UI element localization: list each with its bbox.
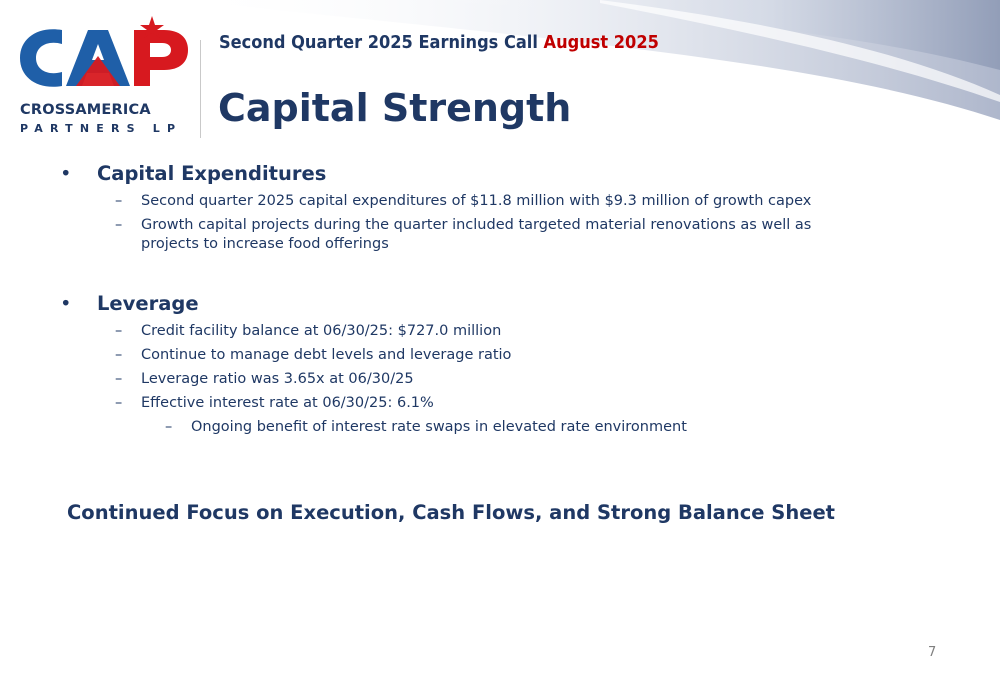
dash-marker: – [115, 193, 123, 209]
slide-title: Capital Strength [218, 86, 572, 130]
dash-marker: – [165, 419, 173, 435]
subtitle-date: August 2025 [543, 32, 659, 53]
bullet-marker: • [60, 292, 72, 315]
section-capital-expenditures [60, 160, 920, 254]
closing-statement: Continued Focus on Execution, Cash Flows, and Strong Balance Sheet [67, 501, 835, 524]
header-divider [200, 40, 201, 138]
dash-marker: – [115, 347, 123, 363]
slide-content [60, 160, 920, 467]
list-item-nested [60, 418, 871, 437]
presentation-subtitle [219, 32, 659, 53]
list-item-text: Leverage ratio was 3.65x at 06/30/25 [141, 371, 414, 387]
subtitle-event: Second Quarter 2025 Earnings Call [219, 32, 538, 53]
list-item-text: Effective interest rate at 06/30/25: 6.1% [141, 395, 434, 411]
list-item [60, 322, 861, 341]
section-leverage [60, 290, 920, 437]
list-item-text: Growth capital projects during the quarter included targeted material renovations as well as projects to increase food offerings [141, 217, 812, 252]
dash-marker: – [115, 217, 123, 233]
list-item-text: Credit facility balance at 06/30/25: $727.0 million [141, 323, 502, 339]
logo-line-2: PARTNERS LP [20, 122, 183, 135]
list-item [60, 370, 861, 389]
cap-logo-icon [14, 16, 192, 100]
dash-marker: – [115, 371, 123, 387]
section-heading: Leverage [97, 292, 199, 315]
dash-marker: – [115, 323, 123, 339]
list-item [60, 346, 861, 365]
bullet-marker: • [60, 162, 72, 185]
list-item-text: Continue to manage debt levels and leverage ratio [141, 347, 512, 363]
list-item-text: Second quarter 2025 capital expenditures of $11.8 million with $9.3 million of growth capex [141, 193, 812, 209]
bullet-list [60, 192, 920, 254]
page-number: 7 [928, 645, 937, 660]
logo-line-1: CROSSAMERICA [20, 102, 151, 118]
list-item-text: Ongoing benefit of interest rate swaps in elevated rate environment [191, 419, 687, 435]
bullet-list [60, 322, 920, 437]
dash-marker: – [115, 395, 123, 411]
list-item [60, 394, 861, 413]
list-item [60, 216, 861, 254]
section-heading: Capital Expenditures [97, 162, 327, 185]
list-item [60, 192, 861, 211]
